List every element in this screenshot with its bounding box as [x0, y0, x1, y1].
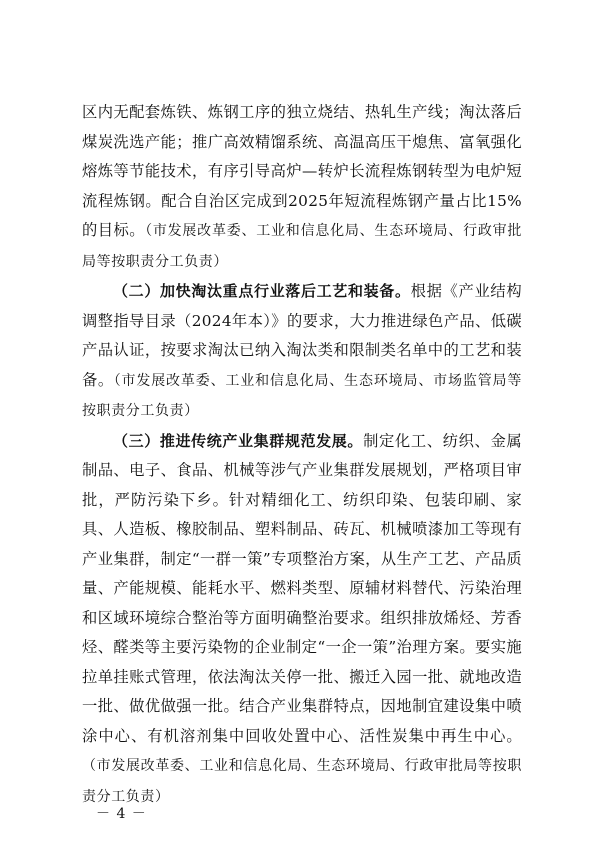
paragraph-body: 制定化工、纺织、金属制品、电子、食品、机械等涉气产业集群发展规划，严格项目审批，严防污染下乡。针对精细化工、纺织印染、包装印刷、家具、人造板、橡胶制品、塑料制品、砖瓦、机械喷漆加工等现有产业集群，制定“一群一策”专项整治方案，从生产工艺、产品质量、产能规模、能耗水平、燃料类型、原辅材料替代、污染治理和区域环境综合整治等方面明确整治要求。组织排放烯烃、芳香烃、醛类等主要污染物的企业制定“一企一策”治理方案。要实施拉单挂账式管理，依法淘汰关停一批、搬迁入园一批、就地改造一批、做优做强一批。结合产业集群特点，因地制宜建设集中喷涂中心、有机溶剂集中回收处置中心、活性炭集中再生中心。: [82, 431, 522, 745]
responsibility-note: （市发展改革委、工业和信息化局、生态环境局、行政审批局等按职责分工负责）: [82, 223, 522, 270]
responsibility-note: （市发展改革委、工业和信息化局、生态环境局、市场监管局等按职责分工负责）: [82, 372, 522, 419]
paragraph-continuation: [82, 98, 522, 277]
responsibility-note: （市发展改革委、工业和信息化局、生态环境局、行政审批局等按职责分工负责）: [82, 758, 522, 805]
section-heading: （二）加快淘汰重点行业落后工艺和装备。: [113, 282, 411, 300]
paragraph-body: 区内无配套炼铁、炼钢工序的独立烧结、热轧生产线；淘汰落后煤炭洗选产能；推广高效精馏系统、高温高压干熄焦、富氧强化熔炼等节能技术，有序引导高炉—转炉长流程炼钢转型为电炉短流程炼钢。配合自治区完成到2025年短流程炼钢产量占比15%的目标。: [82, 103, 522, 239]
section-heading: （三）推进传统产业集群规范发展。: [113, 431, 364, 450]
paragraph-section-3: [82, 427, 522, 813]
page-number: － 4 －: [96, 806, 147, 822]
document-body: [82, 98, 522, 812]
paragraph-body: 根据《产业结构调整指导目录（2024年本）》的要求，大力推进绿色产品、低碳产品认证，按要求淘汰已纳入淘汰类和限制类名单中的工艺和装备。: [82, 282, 522, 389]
paragraph-section-2: [82, 277, 522, 427]
